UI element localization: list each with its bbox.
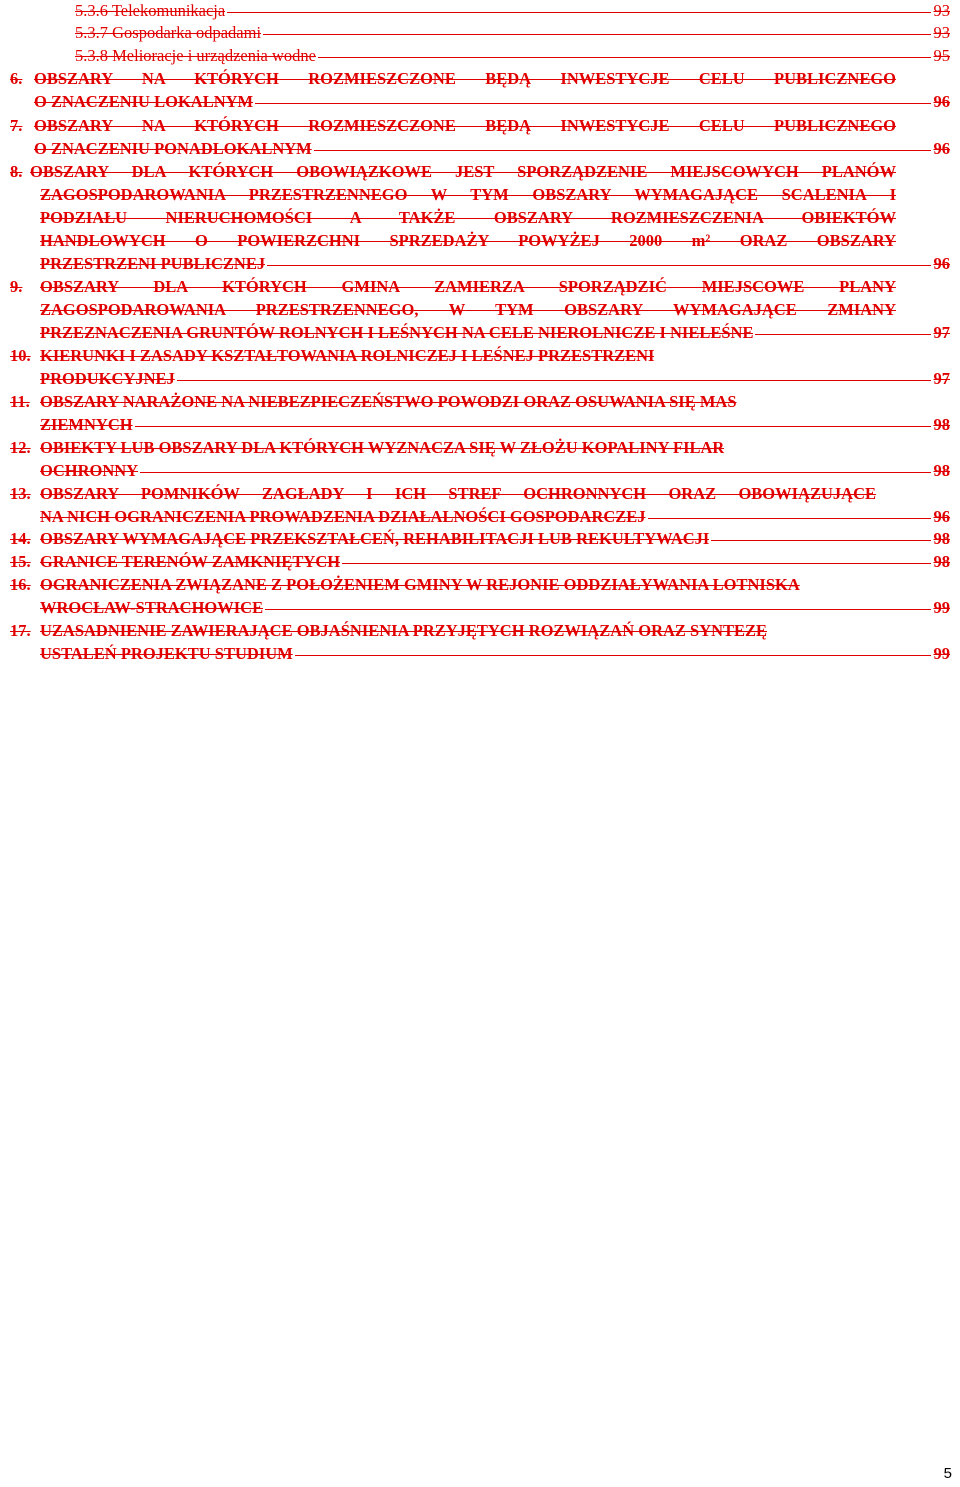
toc-entry-title-line: OBSZARY DLA KTÓRYCH GMINA ZAMIERZA SPORZĄDZIĆ MIEJSCOWE PLANY [40,277,896,296]
toc-leader-line [342,563,931,564]
toc-entry-title-line: ZAGOSPODAROWANIA PRZESTRZENNEGO W TYM OBSZARY WYMAGAJĄCE SCALENIA I [40,185,896,204]
toc-entry-title-line: OBSZARY NA KTÓRYCH ROZMIESZCZONE BĘDĄ INWESTYCJE CELU PUBLICZNEGO [34,116,896,135]
toc-entry-page-number: 93 [933,1,950,20]
toc-entry-page-number: 96 [933,92,950,111]
toc-entry-title-line: ZAGOSPODAROWANIA PRZESTRZENNEGO, W TYM OBSZARY WYMAGAJĄCE ZMIANY [40,300,896,319]
toc-entry-number: 9. [10,277,23,296]
toc-entry-page-number: 98 [933,552,950,571]
toc-entry-page-number: 97 [933,369,950,388]
toc-entry-title-line: OBSZARY POMNIKÓW ZAGŁADY I ICH STREF OCHRONNYCH ORAZ OBOWIĄZUJĄCE [40,484,876,503]
page-number: 5 [943,1465,952,1482]
toc-entry-page-number: 98 [933,529,950,548]
toc-entry-number: 14. [10,529,31,548]
toc-leader-line [318,57,931,58]
toc-entry-number: 16. [10,575,31,594]
toc-entry-title-line: GRANICE TERENÓW ZAMKNIĘTYCH [40,552,341,571]
toc-entry-title-line: PRODUKCYJNEJ [40,369,175,388]
toc-entry-title-line: OBSZARY DLA KTÓRYCH OBOWIĄZKOWE JEST SPORZĄDZENIE MIEJSCOWYCH PLANÓW [30,162,896,181]
toc-leader-line [314,150,931,151]
toc-entry-number: 15. [10,552,31,571]
toc-entry-number: 11. [10,392,30,411]
toc-leader-line [711,540,931,541]
toc-entry-title-line: PRZESTRZENI PUBLICZNEJ [40,254,266,273]
toc-entry-page-number: 99 [933,644,950,663]
toc-leader-line [265,609,931,610]
toc-entry-number: 8. [10,162,23,181]
toc-entry-title-line: PODZIAŁU NIERUCHOMOŚCI A TAKŻE OBSZARY ROZMIESZCZENIA OBIEKTÓW [40,208,896,227]
toc-entry-title-line: OCHRONNY [40,461,139,480]
toc-entry-title-line: HANDLOWYCH O POWIERZCHNI SPRZEDAŻY POWYŻEJ 2000 m² ORAZ OBSZARY [40,231,896,250]
toc-leader-line [263,34,931,35]
toc-entry-page-number: 96 [933,254,950,273]
toc-leader-line [755,334,931,335]
toc-entry-title-line: UZASADNIENIE ZAWIERAJĄCE OBJAŚNIENIA PRZYJĘTYCH ROZWIĄZAŃ ORAZ SYNTEZĘ [40,621,768,640]
toc-entry-title-line: O ZNACZENIU LOKALNYM [34,92,254,111]
toc-entry-title-line: 5.3.6 Telekomunikacja [75,1,226,20]
toc-entry-page-number: 96 [933,507,950,526]
toc-entry-title-line: OBSZARY NARAŻONE NA NIEBEZPIECZEŃSTWO POWODZI ORAZ OSUWANIA SIĘ MAS [40,392,737,411]
toc-entry-title-line: 5.3.7 Gospodarka odpadami [75,23,262,42]
toc-entry-title-line: 5.3.8 Melioracje i urządzenia wodne [75,46,316,65]
toc-entry-title-line: NA NICH OGRANICZENIA PROWADZENIA DZIAŁALNOŚCI GOSPODARCZEJ [40,507,646,526]
toc-entry-number: 13. [10,484,31,503]
toc-entry-title-line: USTALEŃ PROJEKTU STUDIUM [40,644,293,663]
toc-entry-title-line: OBSZARY WYMAGAJĄCE PRZEKSZTAŁCEŃ, REHABILITACJI LUB REKULTYWACJI [40,529,710,548]
toc-leader-line [140,472,931,473]
toc-entry-title-line: O ZNACZENIU PONADLOKALNYM [34,139,312,158]
toc-entry-title-line: OBIEKTY LUB OBSZARY DLA KTÓRYCH WYZNACZA SIĘ W ZŁOŻU KOPALINY FILAR [40,438,725,457]
toc-entry-page-number: 98 [933,461,950,480]
toc-entry-title-line: PRZEZNACZENIA GRUNTÓW ROLNYCH I LEŚNYCH NA CELE NIEROLNICZE I NIELEŚNE [40,323,754,342]
toc-entry-page-number: 95 [933,46,950,65]
toc-entry-page-number: 99 [933,598,950,617]
toc-leader-line [295,655,931,656]
toc-leader-line [255,103,931,104]
toc-entry-page-number: 98 [933,415,950,434]
toc-leader-line [267,265,931,266]
toc-leader-line [648,518,931,519]
toc-leader-line [227,12,931,13]
toc-leader-line [177,380,931,381]
toc-entry-number: 12. [10,438,31,457]
toc-entry-title-line: KIERUNKI I ZASADY KSZTAŁTOWANIA ROLNICZEJ I LEŚNEJ PRZESTRZENI [40,346,655,365]
toc-entry-title-line: OBSZARY NA KTÓRYCH ROZMIESZCZONE BĘDĄ INWESTYCJE CELU PUBLICZNEGO [34,69,896,88]
toc-entry-title-line: WROCŁAW-STRACHOWICE [40,598,264,617]
toc-leader-line [135,426,931,427]
toc-entry-title-line: OGRANICZENIA ZWIĄZANE Z POŁOŻENIEM GMINY W REJONIE ODDZIAŁYWANIA LOTNISKA [40,575,800,594]
toc-entry-number: 7. [10,116,23,135]
toc-entry-page-number: 96 [933,139,950,158]
toc-entry-number: 10. [10,346,31,365]
toc-entry-title-line: ZIEMNYCH [40,415,133,434]
toc-entry-number: 6. [10,69,23,88]
toc-entry-page-number: 97 [933,323,950,342]
toc-entry-number: 17. [10,621,31,640]
toc-entry-page-number: 93 [933,23,950,42]
